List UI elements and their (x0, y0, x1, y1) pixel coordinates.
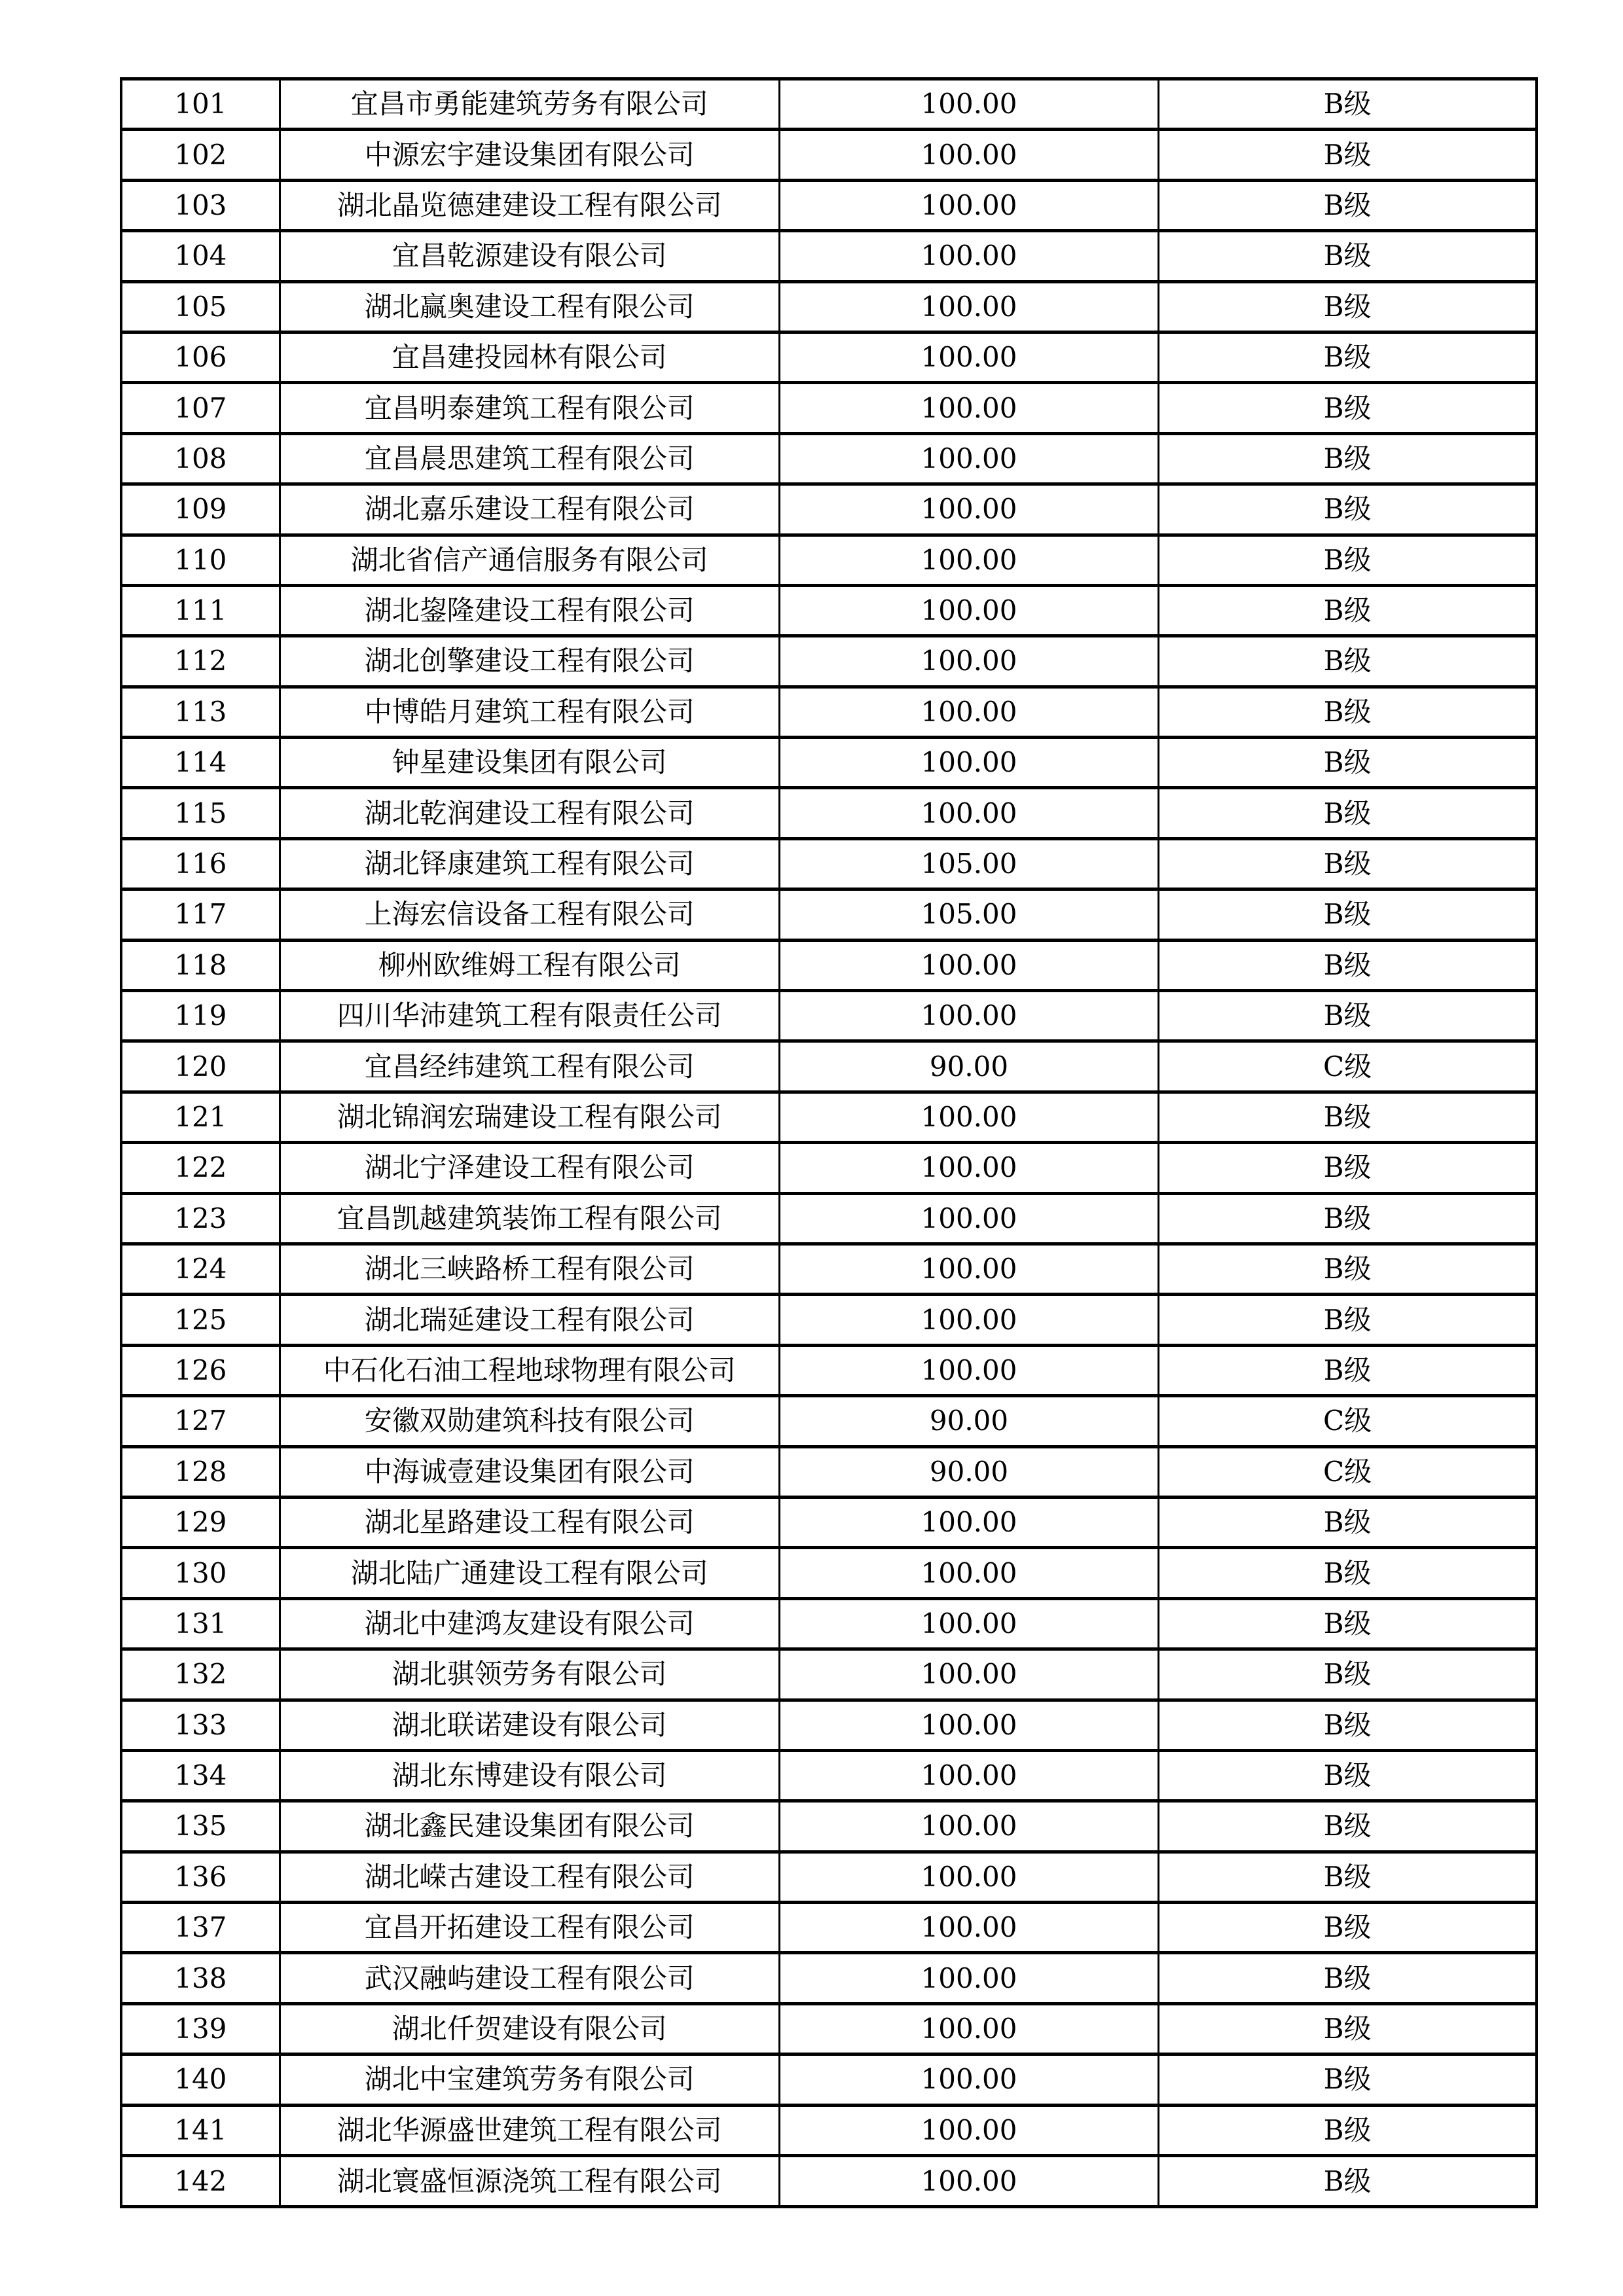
table-row (121, 1649, 1537, 1700)
table-row (121, 991, 1537, 1041)
table-body (121, 79, 1537, 2207)
row-number-cell: 116 (121, 838, 280, 889)
company-name-cell: 湖北鋆隆建设工程有限公司 (280, 585, 779, 636)
company-name-cell: 湖北星路建设工程有限公司 (280, 1497, 779, 1547)
company-name-cell: 中海诚壹建设集团有限公司 (280, 1446, 779, 1497)
grade-cell: B级 (1159, 1497, 1537, 1547)
row-number-cell: 139 (121, 2003, 280, 2054)
score-cell: 100.00 (779, 130, 1158, 180)
company-name-cell: 湖北三峡路桥工程有限公司 (280, 1244, 779, 1294)
company-name-cell: 湖北嵘古建设工程有限公司 (280, 1852, 779, 1902)
row-number-cell: 111 (121, 585, 280, 636)
company-name-cell: 上海宏信设备工程有限公司 (280, 889, 779, 940)
grade-cell: B级 (1159, 231, 1537, 281)
grade-cell: B级 (1159, 991, 1537, 1041)
grade-cell: B级 (1159, 332, 1537, 382)
table-row (121, 1750, 1537, 1801)
table-row (121, 130, 1537, 180)
table-row (121, 940, 1537, 990)
grade-cell: B级 (1159, 1700, 1537, 1750)
company-name-cell: 宜昌经纬建筑工程有限公司 (280, 1041, 779, 1092)
row-number-cell: 115 (121, 788, 280, 838)
score-cell: 100.00 (779, 1244, 1158, 1294)
score-cell: 100.00 (779, 1801, 1158, 1852)
row-number-cell: 112 (121, 636, 280, 687)
table-row (121, 1092, 1537, 1142)
company-name-cell: 湖北创擎建设工程有限公司 (280, 636, 779, 687)
score-cell: 100.00 (779, 1092, 1158, 1142)
company-name-cell: 宜昌建投园林有限公司 (280, 332, 779, 382)
table-row (121, 1801, 1537, 1852)
score-cell: 100.00 (779, 1700, 1158, 1750)
row-number-cell: 122 (121, 1143, 280, 1193)
row-number-cell: 124 (121, 1244, 280, 1294)
score-cell: 100.00 (779, 535, 1158, 585)
table-row (121, 231, 1537, 281)
score-cell: 100.00 (779, 383, 1158, 433)
row-number-cell: 129 (121, 1497, 280, 1547)
table-row (121, 2105, 1537, 2155)
grade-cell: C级 (1159, 1041, 1537, 1092)
grade-cell: B级 (1159, 889, 1537, 940)
score-cell: 100.00 (779, 180, 1158, 230)
table-row (121, 738, 1537, 788)
row-number-cell: 107 (121, 383, 280, 433)
score-cell: 100.00 (779, 1548, 1158, 1598)
grade-cell: B级 (1159, 1295, 1537, 1345)
grade-cell: B级 (1159, 788, 1537, 838)
grade-cell: B级 (1159, 940, 1537, 990)
table-row (121, 788, 1537, 838)
grade-cell: B级 (1159, 838, 1537, 889)
row-number-cell: 125 (121, 1295, 280, 1345)
score-cell: 105.00 (779, 838, 1158, 889)
score-cell: 90.00 (779, 1446, 1158, 1497)
grade-cell: B级 (1159, 1649, 1537, 1700)
company-name-cell: 湖北仟贺建设有限公司 (280, 2003, 779, 2054)
score-cell: 100.00 (779, 1345, 1158, 1395)
grade-cell: B级 (1159, 1345, 1537, 1395)
table-row (121, 585, 1537, 636)
grade-cell: B级 (1159, 1143, 1537, 1193)
company-name-cell: 宜昌明泰建筑工程有限公司 (280, 383, 779, 433)
grade-cell: B级 (1159, 1750, 1537, 1801)
grade-cell: B级 (1159, 433, 1537, 484)
company-name-cell: 湖北联诺建设有限公司 (280, 1700, 779, 1750)
score-cell: 100.00 (779, 1497, 1158, 1547)
company-name-cell: 湖北骐领劳务有限公司 (280, 1649, 779, 1700)
grade-cell: B级 (1159, 687, 1537, 737)
grade-cell: B级 (1159, 484, 1537, 535)
row-number-cell: 130 (121, 1548, 280, 1598)
grade-cell: B级 (1159, 738, 1537, 788)
score-cell: 100.00 (779, 2105, 1158, 2155)
row-number-cell: 108 (121, 433, 280, 484)
table-row (121, 1852, 1537, 1902)
company-name-cell: 湖北陆广通建设工程有限公司 (280, 1548, 779, 1598)
grade-cell: B级 (1159, 535, 1537, 585)
score-cell: 100.00 (779, 1143, 1158, 1193)
row-number-cell: 117 (121, 889, 280, 940)
company-name-cell: 安徽双勋建筑科技有限公司 (280, 1396, 779, 1446)
table-row (121, 2003, 1537, 2054)
table-row (121, 1244, 1537, 1294)
company-name-cell: 四川华沛建筑工程有限责任公司 (280, 991, 779, 1041)
row-number-cell: 126 (121, 1345, 280, 1395)
table-row (121, 1700, 1537, 1750)
row-number-cell: 101 (121, 79, 280, 130)
table-row (121, 535, 1537, 585)
company-name-cell: 湖北赢奥建设工程有限公司 (280, 281, 779, 332)
row-number-cell: 102 (121, 130, 280, 180)
company-name-cell: 湖北瑞延建设工程有限公司 (280, 1295, 779, 1345)
grade-cell: B级 (1159, 1092, 1537, 1142)
grade-cell: B级 (1159, 1903, 1537, 1953)
score-cell: 100.00 (779, 687, 1158, 737)
table-row (121, 1953, 1537, 2003)
grade-cell: C级 (1159, 1446, 1537, 1497)
score-cell: 100.00 (779, 738, 1158, 788)
score-cell: 100.00 (779, 1852, 1158, 1902)
score-cell: 100.00 (779, 1598, 1158, 1649)
score-cell: 100.00 (779, 332, 1158, 382)
grade-cell: C级 (1159, 1396, 1537, 1446)
row-number-cell: 104 (121, 231, 280, 281)
grade-cell: B级 (1159, 1852, 1537, 1902)
company-name-cell: 湖北铎康建筑工程有限公司 (280, 838, 779, 889)
row-number-cell: 109 (121, 484, 280, 535)
company-name-cell: 湖北东博建设有限公司 (280, 1750, 779, 1801)
score-cell: 100.00 (779, 484, 1158, 535)
grade-cell: B级 (1159, 636, 1537, 687)
score-cell: 100.00 (779, 231, 1158, 281)
row-number-cell: 136 (121, 1852, 280, 1902)
grade-cell: B级 (1159, 2156, 1537, 2207)
table-row (121, 838, 1537, 889)
table-row (121, 2156, 1537, 2207)
company-name-cell: 湖北华源盛世建筑工程有限公司 (280, 2105, 779, 2155)
table-row (121, 1295, 1537, 1345)
company-name-cell: 中源宏宇建设集团有限公司 (280, 130, 779, 180)
grade-cell: B级 (1159, 383, 1537, 433)
grade-cell: B级 (1159, 1598, 1537, 1649)
score-cell: 100.00 (779, 433, 1158, 484)
row-number-cell: 119 (121, 991, 280, 1041)
grade-cell: B级 (1159, 281, 1537, 332)
table-row (121, 1143, 1537, 1193)
row-number-cell: 131 (121, 1598, 280, 1649)
score-cell: 100.00 (779, 788, 1158, 838)
row-number-cell: 137 (121, 1903, 280, 1953)
company-name-cell: 湖北嘉乐建设工程有限公司 (280, 484, 779, 535)
company-name-cell: 宜昌凯越建筑装饰工程有限公司 (280, 1193, 779, 1244)
table-row (121, 1497, 1537, 1547)
row-number-cell: 121 (121, 1092, 280, 1142)
table-row (121, 332, 1537, 382)
score-cell: 100.00 (779, 940, 1158, 990)
company-name-cell: 宜昌市勇能建筑劳务有限公司 (280, 79, 779, 130)
grade-cell: B级 (1159, 1244, 1537, 1294)
row-number-cell: 103 (121, 180, 280, 230)
table-row (121, 636, 1537, 687)
row-number-cell: 138 (121, 1953, 280, 2003)
score-cell: 100.00 (779, 1649, 1158, 1700)
company-name-cell: 湖北鑫民建设集团有限公司 (280, 1801, 779, 1852)
grade-cell: B级 (1159, 1193, 1537, 1244)
grade-cell: B级 (1159, 2105, 1537, 2155)
table-row (121, 889, 1537, 940)
table-row (121, 1041, 1537, 1092)
score-cell: 105.00 (779, 889, 1158, 940)
table-row (121, 1548, 1537, 1598)
company-name-cell: 武汉融屿建设工程有限公司 (280, 1953, 779, 2003)
table-row (121, 687, 1537, 737)
company-name-cell: 湖北乾润建设工程有限公司 (280, 788, 779, 838)
company-name-cell: 湖北中建鸿友建设有限公司 (280, 1598, 779, 1649)
row-number-cell: 105 (121, 281, 280, 332)
table-row (121, 1345, 1537, 1395)
table-row (121, 2054, 1537, 2105)
company-name-cell: 钟星建设集团有限公司 (280, 738, 779, 788)
row-number-cell: 135 (121, 1801, 280, 1852)
company-name-cell: 中石化石油工程地球物理有限公司 (280, 1345, 779, 1395)
row-number-cell: 118 (121, 940, 280, 990)
score-cell: 100.00 (779, 636, 1158, 687)
company-name-cell: 宜昌晨思建筑工程有限公司 (280, 433, 779, 484)
company-name-cell: 湖北省信产通信服务有限公司 (280, 535, 779, 585)
row-number-cell: 132 (121, 1649, 280, 1700)
score-cell: 100.00 (779, 281, 1158, 332)
table-row (121, 79, 1537, 130)
grade-cell: B级 (1159, 180, 1537, 230)
score-cell: 100.00 (779, 991, 1158, 1041)
row-number-cell: 141 (121, 2105, 280, 2155)
grade-cell: B级 (1159, 79, 1537, 130)
score-cell: 100.00 (779, 1953, 1158, 2003)
company-name-cell: 湖北中宝建筑劳务有限公司 (280, 2054, 779, 2105)
grade-cell: B级 (1159, 2054, 1537, 2105)
company-name-cell: 湖北宁泽建设工程有限公司 (280, 1143, 779, 1193)
table-row (121, 1193, 1537, 1244)
row-number-cell: 114 (121, 738, 280, 788)
score-cell: 90.00 (779, 1396, 1158, 1446)
score-cell: 100.00 (779, 2156, 1158, 2207)
company-name-cell: 湖北晶览德建建设工程有限公司 (280, 180, 779, 230)
company-name-cell: 湖北寰盛恒源浇筑工程有限公司 (280, 2156, 779, 2207)
row-number-cell: 127 (121, 1396, 280, 1446)
score-cell: 100.00 (779, 79, 1158, 130)
score-cell: 100.00 (779, 1193, 1158, 1244)
score-cell: 100.00 (779, 1750, 1158, 1801)
table-row (121, 1446, 1537, 1497)
table-row (121, 1903, 1537, 1953)
company-name-cell: 宜昌开拓建设工程有限公司 (280, 1903, 779, 1953)
company-name-cell: 宜昌乾源建设有限公司 (280, 231, 779, 281)
table-row (121, 1396, 1537, 1446)
company-name-cell: 湖北锦润宏瑞建设工程有限公司 (280, 1092, 779, 1142)
table-row (121, 383, 1537, 433)
table-row (121, 180, 1537, 230)
row-number-cell: 106 (121, 332, 280, 382)
score-cell: 100.00 (779, 1295, 1158, 1345)
row-number-cell: 133 (121, 1700, 280, 1750)
row-number-cell: 140 (121, 2054, 280, 2105)
row-number-cell: 110 (121, 535, 280, 585)
row-number-cell: 113 (121, 687, 280, 737)
score-cell: 100.00 (779, 1903, 1158, 1953)
grade-cell: B级 (1159, 1801, 1537, 1852)
score-cell: 90.00 (779, 1041, 1158, 1092)
company-name-cell: 中博皓月建筑工程有限公司 (280, 687, 779, 737)
table-row (121, 1598, 1537, 1649)
grade-cell: B级 (1159, 1548, 1537, 1598)
grade-cell: B级 (1159, 2003, 1537, 2054)
row-number-cell: 123 (121, 1193, 280, 1244)
grade-cell: B级 (1159, 585, 1537, 636)
score-cell: 100.00 (779, 585, 1158, 636)
table-row (121, 281, 1537, 332)
grade-cell: B级 (1159, 130, 1537, 180)
row-number-cell: 134 (121, 1750, 280, 1801)
row-number-cell: 128 (121, 1446, 280, 1497)
table-row (121, 433, 1537, 484)
row-number-cell: 120 (121, 1041, 280, 1092)
grade-cell: B级 (1159, 1953, 1537, 2003)
company-name-cell: 柳州欧维姆工程有限公司 (280, 940, 779, 990)
score-cell: 100.00 (779, 2054, 1158, 2105)
credit-score-table (120, 77, 1538, 2208)
row-number-cell: 142 (121, 2156, 280, 2207)
score-cell: 100.00 (779, 2003, 1158, 2054)
table-row (121, 484, 1537, 535)
